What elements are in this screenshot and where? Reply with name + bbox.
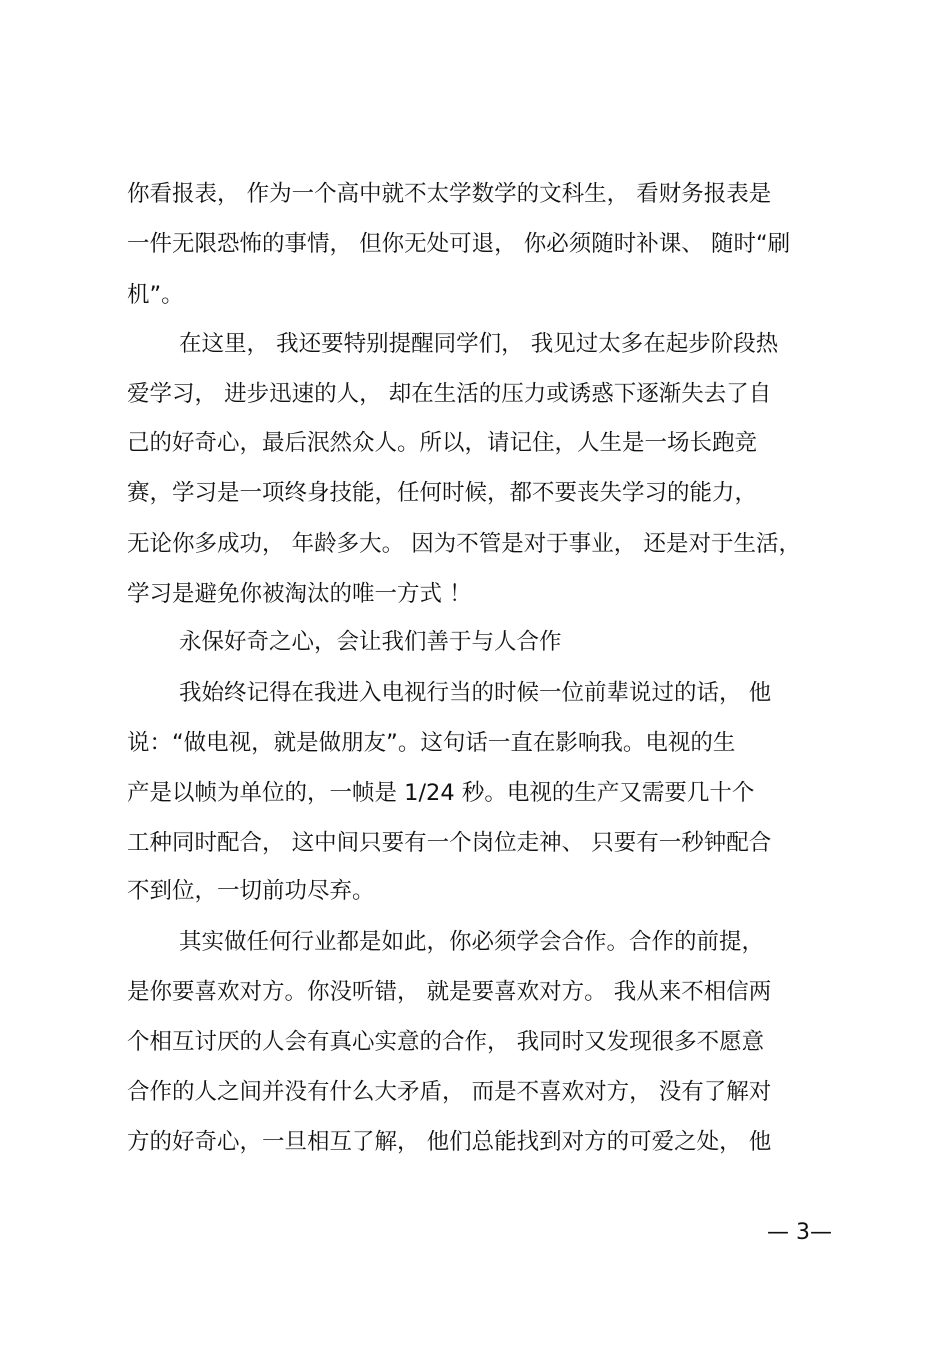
text-line: 学习是避免你被淘汰的唯一方式 ！	[127, 581, 472, 607]
text-line: 无论你多成功， 年龄多大。 因为不管是对于事业， 还是对于生活，	[127, 531, 801, 557]
text-line: 是你要喜欢对方。你没听错， 就是要喜欢对方。 我从来不相信两	[127, 979, 772, 1005]
text-line: 机”。	[127, 282, 184, 308]
page-number: — 3—	[767, 1220, 832, 1245]
text-line: 说：“做电视，就是做朋友”。这句话一直在影响我。电视的生	[127, 730, 736, 756]
text-line: 方的好奇心，一旦相互了解， 他们总能找到对方的可爱之处， 他	[127, 1129, 772, 1155]
text-line: 赛，学习是一项终身技能，任何时候，都不要丧失学习的能力，	[127, 480, 758, 506]
text-line: 己的好奇心，最后泯然众人。所以，请记住，人生是一场长跑竞	[127, 430, 758, 456]
text-line: 爱学习， 进步迅速的人， 却在生活的压力或诱惑下逐渐失去了自	[127, 381, 772, 407]
text-line: 产是以帧为单位的，一帧是 1/24 秒。电视的生产又需要几十个	[127, 780, 755, 806]
section-heading: 永保好奇之心，会让我们善于与人合作	[179, 629, 562, 655]
text-line: 合作的人之间并没有什么大矛盾， 而是不喜欢对方， 没有了解对	[127, 1079, 772, 1105]
paragraph-first-line: 我始终记得在我进入电视行当的时候一位前辈说过的话， 他	[179, 680, 772, 706]
text-line: 不到位，一切前功尽弃。	[127, 878, 375, 904]
text-line: 个相互讨厌的人会有真心实意的合作， 我同时又发现很多不愿意	[127, 1029, 765, 1055]
text-line: 你看报表， 作为一个高中就不太学数学的文科生， 看财务报表是	[127, 181, 772, 207]
text-line: 工种同时配合， 这中间只要有一个岗位走神、 只要有一秒钟配合	[127, 830, 772, 856]
paragraph-first-line: 其实做任何行业都是如此，你必须学会合作。合作的前提，	[179, 929, 765, 955]
text-line: 一件无限恐怖的事情， 但你无处可退， 你必须随时补课、 随时“刷	[127, 231, 791, 257]
paragraph-first-line: 在这里， 我还要特别提醒同学们， 我见过太多在起步阶段热	[179, 331, 779, 357]
